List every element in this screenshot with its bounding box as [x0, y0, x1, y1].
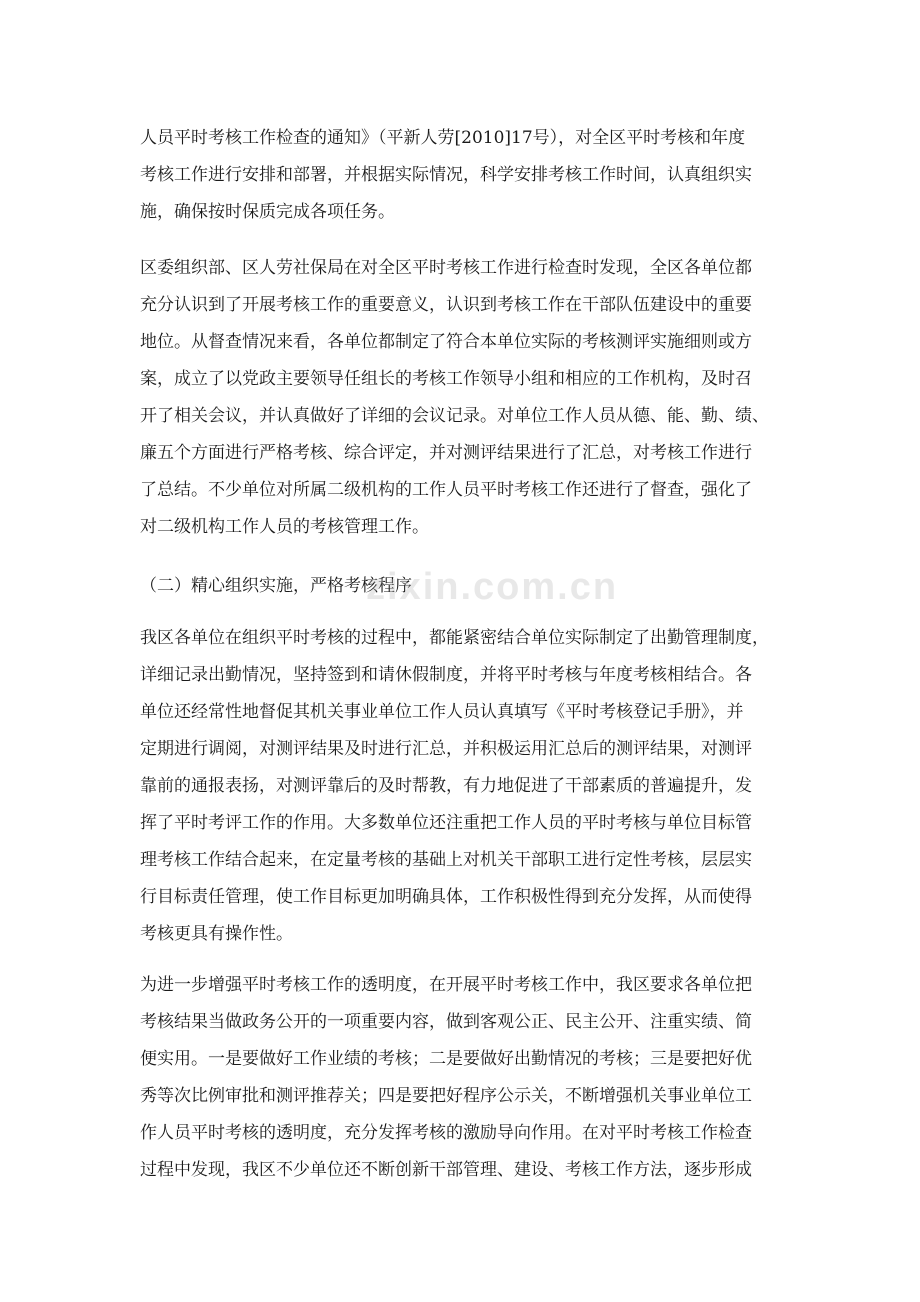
text-line: 考核工作进行安排和部署，并根据实际情况，科学安排考核工作时间，认真组织实 [140, 165, 752, 185]
paragraph-3 [140, 620, 800, 953]
text-line: 廉五个方面进行严格考核、综合评定，并对测评结果进行了汇总，对考核工作进行 [140, 443, 752, 463]
text-line: 考核结果当做政务公开的一项重要内容，做到客观公正、民主公开、注重实绩、简 [140, 1012, 752, 1032]
text-line: 靠前的通报表扬，对测评靠后的及时帮教，有力地促进了干部素质的普遍提升，发 [140, 776, 752, 796]
text-line: 秀等次比例审批和测评推荐关；四是要把好程序公示关，不断增强机关事业单位工 [140, 1086, 752, 1106]
text-line: 详细记录出勤情况，坚持签到和请休假制度，并将平时考核与年度考核相结合。各 [140, 665, 752, 685]
text-line: 定期进行调阅，对测评结果及时进行汇总，并积极运用汇总后的测评结果，对测评 [140, 739, 752, 759]
text-line: 作人员平时考核的透明度，充分发挥考核的激励导向作用。在对平时考核工作检查 [140, 1123, 752, 1143]
text-line: 对二级机构工作人员的考核管理工作。 [140, 517, 429, 537]
paragraph-4 [140, 967, 800, 1189]
text-line: 充分认识到了开展考核工作的重要意义，认识到考核工作在干部队伍建设中的重要 [140, 295, 752, 315]
section-heading-text: （二）精心组织实施，严格考核程序 [140, 576, 412, 596]
text-line: 挥了平时考评工作的作用。大多数单位还注重把工作人员的平时考核与单位目标管 [140, 813, 752, 833]
text-line: 过程中发现，我区不少单位还不断创新干部管理、建设、考核工作方法，逐步形成 [140, 1160, 752, 1180]
text-line: 行目标责任管理，使工作目标更加明确具体，工作积极性得到充分发挥，从而使得 [140, 887, 752, 907]
watermark: zixin.com.cn [366, 566, 619, 608]
text-line: 单位还经常性地督促其机关事业单位工作人员认真填写《平时考核登记手册》，并 [140, 702, 744, 722]
text-line: 地位。从督查情况来看，各单位都制定了符合本单位实际的考核测评实施细则或方 [140, 332, 752, 352]
text-line: 我区各单位在组织平时考核的过程中，都能紧密结合单位实际制定了出勤管理制度， [140, 628, 769, 648]
text-line: 施，确保按时保质完成各项任务。 [140, 202, 395, 222]
text-line: 考核更具有操作性。 [140, 924, 293, 944]
text-line: 开了相关会议，并认真做好了详细的会议记录。对单位工作人员从德、能、勤、绩、 [140, 406, 769, 426]
text-line: 了总结。不少单位对所属二级机构的工作人员平时考核工作还进行了督查，强化了 [140, 480, 752, 500]
text-line: 区委组织部、区人劳社保局在对全区平时考核工作进行检查时发现，全区各单位都 [140, 258, 752, 278]
text-line: 人员平时考核工作检查的通知》（平新人劳[2010]17号），对全区平时考核和年度 [140, 128, 746, 148]
text-line: 理考核工作结合起来，在定量考核的基础上对机关干部职工进行定性考核，层层实 [140, 850, 752, 870]
text-line: 为进一步增强平时考核工作的透明度，在开展平时考核工作中，我区要求各单位把 [140, 975, 752, 995]
paragraph-2 [140, 250, 800, 546]
text-line: 案，成立了以党政主要领导任组长的考核工作领导小组和相应的工作机构，及时召 [140, 369, 752, 389]
text-line: 便实用。一是要做好工作业绩的考核；二是要做好出勤情况的考核；三是要把好优 [140, 1049, 752, 1069]
paragraph-1 [140, 120, 800, 231]
